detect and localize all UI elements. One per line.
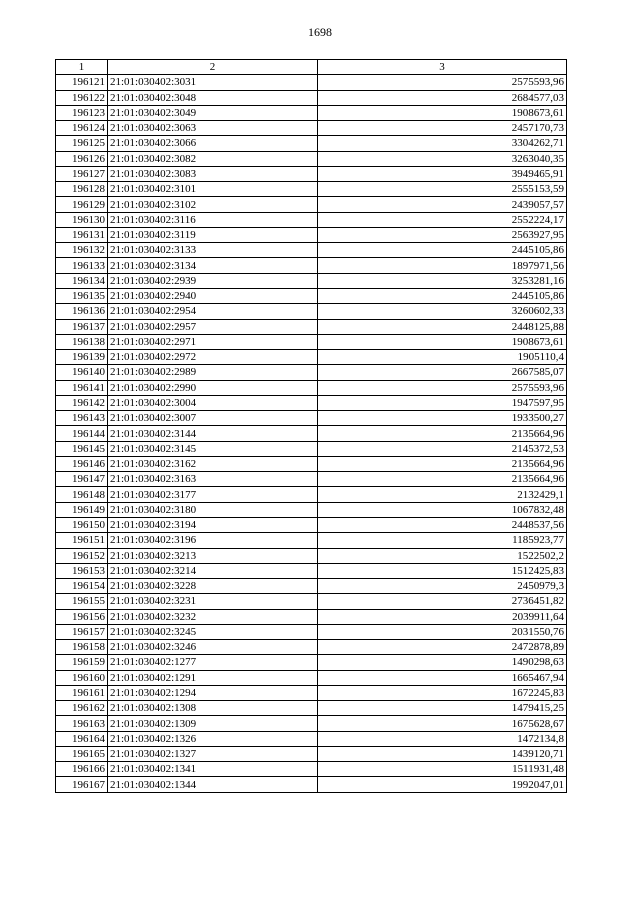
row-number-cell: 196135 [56,288,108,303]
row-number-cell: 196126 [56,151,108,166]
cadastral-number-cell: 21:01:030402:1327 [108,746,318,761]
value-cell: 2552224,17 [318,212,567,227]
table-row [56,166,567,181]
cadastral-number-cell: 21:01:030402:3180 [108,502,318,517]
table-row [56,716,567,731]
cadastral-number-cell: 21:01:030402:1309 [108,716,318,731]
table-row [56,243,567,258]
table-row [56,533,567,548]
cadastral-number-cell: 21:01:030402:3246 [108,640,318,655]
cadastral-number-cell: 21:01:030402:3119 [108,227,318,242]
cadastral-number-cell: 21:01:030402:3228 [108,579,318,594]
row-number-cell: 196122 [56,90,108,105]
table-row [56,548,567,563]
table-row [56,121,567,136]
row-number-cell: 196124 [56,121,108,136]
table-row [56,655,567,670]
table-row [56,304,567,319]
row-number-cell: 196142 [56,395,108,410]
cadastral-number-cell: 21:01:030402:3194 [108,517,318,532]
value-cell: 1522502,2 [318,548,567,563]
value-cell: 2439057,57 [318,197,567,212]
cadastral-number-cell: 21:01:030402:3101 [108,182,318,197]
table-row [56,441,567,456]
row-number-cell: 196160 [56,670,108,685]
row-number-cell: 196151 [56,533,108,548]
value-cell: 1905110,4 [318,350,567,365]
page-number: 1698 [308,25,332,39]
table-row [56,273,567,288]
table-row [56,624,567,639]
value-cell: 2448125,88 [318,319,567,334]
value-cell: 1897971,56 [318,258,567,273]
table-row [56,456,567,471]
cadastral-number-cell: 21:01:030402:1294 [108,685,318,700]
table-row [56,75,567,90]
row-number-cell: 196146 [56,456,108,471]
row-number-cell: 196127 [56,166,108,181]
row-number-cell: 196167 [56,777,108,792]
row-number-cell: 196150 [56,517,108,532]
row-number-cell: 196133 [56,258,108,273]
row-number-cell: 196128 [56,182,108,197]
value-cell: 3949465,91 [318,166,567,181]
value-cell: 1908673,61 [318,105,567,120]
value-cell: 3260602,33 [318,304,567,319]
row-number-cell: 196137 [56,319,108,334]
row-number-cell: 196147 [56,472,108,487]
value-cell: 1665467,94 [318,670,567,685]
table-row [56,258,567,273]
value-cell: 1067832,48 [318,502,567,517]
value-cell: 3253281,16 [318,273,567,288]
value-cell: 2450979,3 [318,579,567,594]
cadastral-number-cell: 21:01:030402:1344 [108,777,318,792]
value-cell: 2039911,64 [318,609,567,624]
row-number-cell: 196154 [56,579,108,594]
table-row [56,640,567,655]
value-cell: 2031550,76 [318,624,567,639]
row-number-cell: 196123 [56,105,108,120]
value-cell: 2445105,86 [318,243,567,258]
table-row [56,563,567,578]
cadastral-number-cell: 21:01:030402:3232 [108,609,318,624]
table-row [56,350,567,365]
cadastral-number-cell: 21:01:030402:3163 [108,472,318,487]
row-number-cell: 196153 [56,563,108,578]
value-cell: 2145372,53 [318,441,567,456]
value-cell: 2448537,56 [318,517,567,532]
row-number-cell: 196165 [56,746,108,761]
table-row [56,227,567,242]
cadastral-number-cell: 21:01:030402:1277 [108,655,318,670]
row-number-cell: 196141 [56,380,108,395]
value-cell: 2555153,59 [318,182,567,197]
row-number-cell: 196131 [56,227,108,242]
cadastral-number-cell: 21:01:030402:3196 [108,533,318,548]
value-cell: 1185923,77 [318,533,567,548]
value-cell: 1992047,01 [318,777,567,792]
value-cell: 2457170,73 [318,121,567,136]
cadastral-number-cell: 21:01:030402:3083 [108,166,318,181]
cadastral-number-cell: 21:01:030402:1326 [108,731,318,746]
table-row [56,517,567,532]
table-row [56,395,567,410]
row-number-cell: 196144 [56,426,108,441]
cadastral-number-cell: 21:01:030402:3133 [108,243,318,258]
cadastral-number-cell: 21:01:030402:2972 [108,350,318,365]
value-cell: 2684577,03 [318,90,567,105]
column-header-3: 3 [318,60,567,75]
table-row [56,212,567,227]
table-row [56,594,567,609]
table-row [56,609,567,624]
table-row [56,90,567,105]
value-cell: 2135664,96 [318,456,567,471]
row-number-cell: 196166 [56,762,108,777]
row-number-cell: 196164 [56,731,108,746]
table-row [56,319,567,334]
table-row [56,411,567,426]
value-cell: 2445105,86 [318,288,567,303]
value-cell: 1933500,27 [318,411,567,426]
value-cell: 2575593,96 [318,380,567,395]
table-row [56,502,567,517]
table-row [56,288,567,303]
value-cell: 1947597,95 [318,395,567,410]
cadastral-number-cell: 21:01:030402:1341 [108,762,318,777]
table-row [56,380,567,395]
value-cell: 1672245,83 [318,685,567,700]
row-number-cell: 196134 [56,273,108,288]
value-cell: 2135664,96 [318,426,567,441]
table-row [56,670,567,685]
value-cell: 2472878,89 [318,640,567,655]
table-row [56,105,567,120]
row-number-cell: 196125 [56,136,108,151]
cadastral-number-cell: 21:01:030402:3048 [108,90,318,105]
table-row [56,365,567,380]
table-row [56,762,567,777]
table-body [56,75,567,792]
value-cell: 2575593,96 [318,75,567,90]
value-cell: 2135664,96 [318,472,567,487]
row-number-cell: 196145 [56,441,108,456]
cadastral-number-cell: 21:01:030402:3145 [108,441,318,456]
cadastral-number-cell: 21:01:030402:3231 [108,594,318,609]
row-number-cell: 196157 [56,624,108,639]
row-number-cell: 196121 [56,75,108,90]
row-number-cell: 196163 [56,716,108,731]
row-number-cell: 196158 [56,640,108,655]
table-row [56,701,567,716]
table-row [56,487,567,502]
value-cell: 1908673,61 [318,334,567,349]
cadastral-number-cell: 21:01:030402:3177 [108,487,318,502]
row-number-cell: 196139 [56,350,108,365]
row-number-cell: 196148 [56,487,108,502]
row-number-cell: 196159 [56,655,108,670]
value-cell: 1439120,71 [318,746,567,761]
table-row [56,197,567,212]
cadastral-number-cell: 21:01:030402:3214 [108,563,318,578]
cadastral-number-cell: 21:01:030402:1291 [108,670,318,685]
cadastral-number-cell: 21:01:030402:3162 [108,456,318,471]
row-number-cell: 196140 [56,365,108,380]
row-number-cell: 196132 [56,243,108,258]
cadastral-number-cell: 21:01:030402:1308 [108,701,318,716]
value-cell: 3263040,35 [318,151,567,166]
value-cell: 1472134,8 [318,731,567,746]
value-cell: 1479415,25 [318,701,567,716]
row-number-cell: 196143 [56,411,108,426]
table-row [56,777,567,792]
table-row [56,334,567,349]
column-header-2: 2 [108,60,318,75]
value-cell: 2563927,95 [318,227,567,242]
value-cell: 2736451,82 [318,594,567,609]
row-number-cell: 196161 [56,685,108,700]
value-cell: 3304262,71 [318,136,567,151]
row-number-cell: 196138 [56,334,108,349]
row-number-cell: 196156 [56,609,108,624]
header-row [56,60,567,75]
value-cell: 1675628,67 [318,716,567,731]
cadastral-number-cell: 21:01:030402:3144 [108,426,318,441]
value-cell: 1512425,83 [318,563,567,578]
cadastral-number-cell: 21:01:030402:3102 [108,197,318,212]
table-row [56,472,567,487]
table-row [56,746,567,761]
data-table [55,59,567,793]
row-number-cell: 196130 [56,212,108,227]
cadastral-number-cell: 21:01:030402:2957 [108,319,318,334]
cadastral-number-cell: 21:01:030402:3245 [108,624,318,639]
row-number-cell: 196155 [56,594,108,609]
table-row [56,579,567,594]
value-cell: 1490298,63 [318,655,567,670]
row-number-cell: 196152 [56,548,108,563]
cadastral-number-cell: 21:01:030402:3031 [108,75,318,90]
cadastral-number-cell: 21:01:030402:3213 [108,548,318,563]
cadastral-number-cell: 21:01:030402:3134 [108,258,318,273]
cadastral-number-cell: 21:01:030402:2939 [108,273,318,288]
table-row [56,685,567,700]
row-number-cell: 196162 [56,701,108,716]
column-header-1: 1 [56,60,108,75]
row-number-cell: 196149 [56,502,108,517]
cadastral-number-cell: 21:01:030402:3004 [108,395,318,410]
cadastral-number-cell: 21:01:030402:3066 [108,136,318,151]
cadastral-number-cell: 21:01:030402:3082 [108,151,318,166]
table-row [56,426,567,441]
table-row [56,731,567,746]
table-row [56,182,567,197]
cadastral-number-cell: 21:01:030402:3007 [108,411,318,426]
value-cell: 2667585,07 [318,365,567,380]
value-cell: 1511931,48 [318,762,567,777]
table-row [56,136,567,151]
cadastral-number-cell: 21:01:030402:2954 [108,304,318,319]
cadastral-number-cell: 21:01:030402:2990 [108,380,318,395]
row-number-cell: 196129 [56,197,108,212]
cadastral-number-cell: 21:01:030402:3049 [108,105,318,120]
cadastral-number-cell: 21:01:030402:2940 [108,288,318,303]
cadastral-number-cell: 21:01:030402:2971 [108,334,318,349]
row-number-cell: 196136 [56,304,108,319]
cadastral-number-cell: 21:01:030402:3116 [108,212,318,227]
cadastral-number-cell: 21:01:030402:3063 [108,121,318,136]
value-cell: 2132429,1 [318,487,567,502]
table-row [56,151,567,166]
cadastral-number-cell: 21:01:030402:2989 [108,365,318,380]
